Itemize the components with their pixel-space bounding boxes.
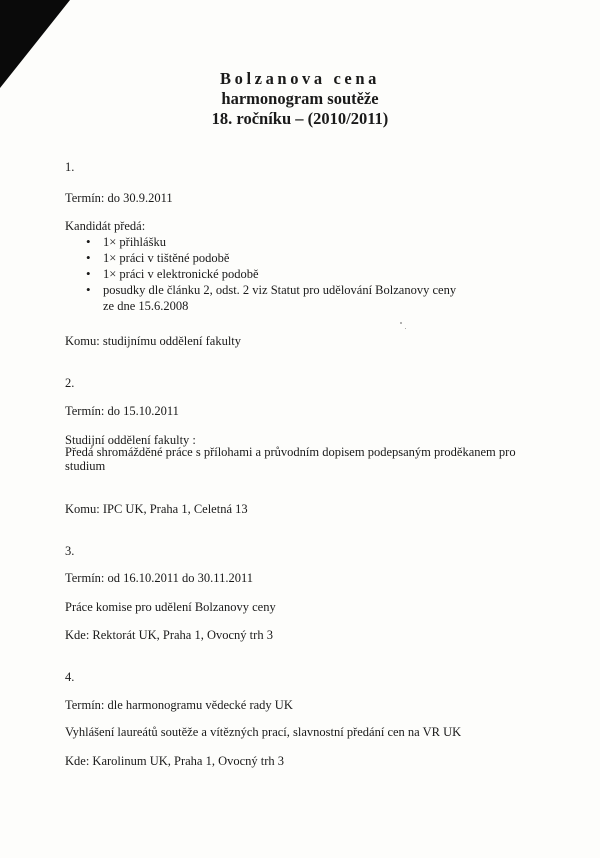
section-3-kde: Kde: Rektorát UK, Praha 1, Ovocný trh 3 — [65, 628, 273, 642]
section-2-preda-line-1: Předá shromážděné práce s přílohami a průvodním dopisem podepsaným proděkanem pro — [65, 445, 516, 459]
section-2-preda-line-2: studium — [65, 459, 106, 473]
title-line-3: 18. ročníku – (2010/2011) — [211, 109, 389, 128]
section-2-termin: Termín: do 15.10.2011 — [65, 404, 179, 418]
section-2-oddeleni: Studijní oddělení fakulty : — [65, 433, 196, 447]
section-4-termin: Termín: dle harmonogramu vědecké rady UK — [65, 698, 293, 712]
list-item: • 1× přihlášku — [86, 234, 456, 250]
section-2-komu: Komu: IPC UK, Praha 1, Celetná 13 — [65, 502, 248, 516]
section-2-number: 2. — [65, 376, 75, 390]
scan-speck — [405, 328, 406, 329]
section-1-termin: Termín: do 30.9.2011 — [65, 191, 173, 205]
section-3-number: 3. — [65, 544, 75, 558]
scan-speck — [400, 322, 402, 324]
section-1-item-continuation: ze dne 15.6.2008 — [103, 299, 189, 313]
section-3-termin: Termín: od 16.10.2011 do 30.11.2011 — [65, 571, 254, 585]
section-3-prace: Práce komise pro udělení Bolzanovy ceny — [65, 600, 276, 614]
section-1-kandidat: Kandidát předá: — [65, 219, 146, 233]
section-1-item-list — [86, 234, 456, 298]
list-item: • 1× práci v tištěné podobě — [86, 250, 456, 266]
document-title — [0, 69, 600, 129]
title-line-1: Bolzanova cena — [220, 69, 380, 88]
title-line-2: harmonogram soutěže — [221, 89, 379, 108]
section-1-number: 1. — [65, 160, 75, 174]
list-item: • 1× práci v elektronické podobě — [86, 266, 456, 282]
section-4-vyhlaseni: Vyhlášení laureátů soutěže a vítězných prací, slavnostní předání cen na VR UK — [65, 725, 462, 739]
list-item: • posudky dle článku 2, odst. 2 viz Statut pro udělování Bolzanovy ceny — [86, 282, 456, 298]
section-1-komu: Komu: studijnímu oddělení fakulty — [65, 334, 242, 348]
section-4-number: 4. — [65, 670, 75, 684]
section-4-kde: Kde: Karolinum UK, Praha 1, Ovocný trh 3 — [65, 754, 285, 768]
